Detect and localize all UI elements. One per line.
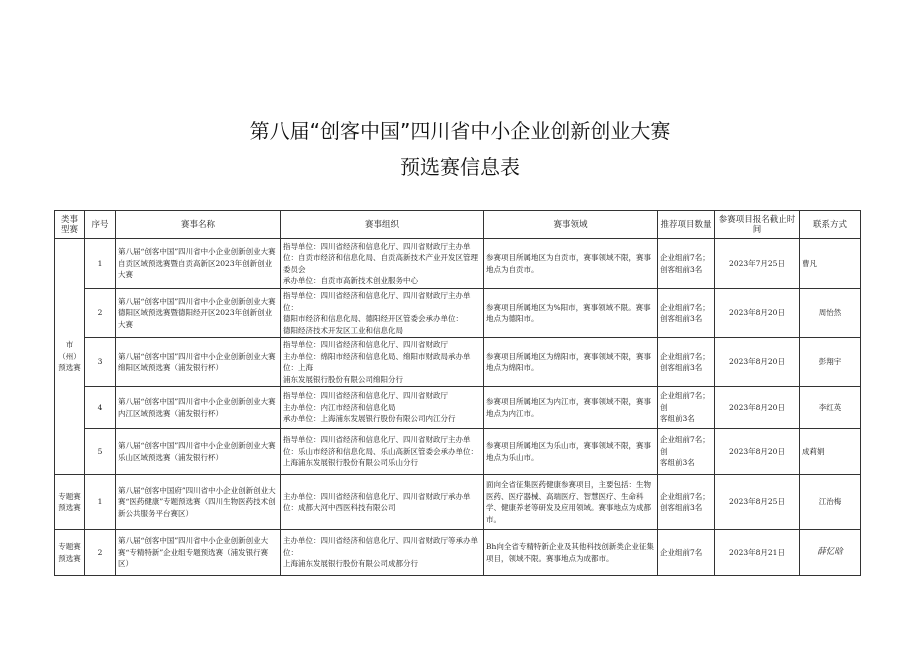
row-recommend bbox=[658, 239, 715, 289]
org-line: 上海浦东发展银行股份有限公司成都分行 bbox=[283, 559, 418, 569]
document-subtitle: 预选赛信息表 bbox=[400, 155, 520, 179]
org-line: 承办单位：自贡市高新技术创业服务中心 bbox=[283, 276, 418, 285]
row-contact: 曹凡 bbox=[800, 239, 861, 289]
org-line: 位：乐山市经济和信息化局、乐山高新区管委会承办单位： bbox=[283, 446, 478, 456]
row-deadline: 2023年8月25日 bbox=[715, 475, 800, 530]
row-contact: 周怡然 bbox=[800, 289, 861, 338]
row-contact: 彭翔宇 bbox=[800, 338, 861, 387]
recommend-line: 创客组前3名 bbox=[660, 363, 703, 372]
row-recommend bbox=[658, 338, 715, 387]
table-row bbox=[55, 530, 861, 576]
row-no: 3 bbox=[85, 338, 116, 387]
org-line: 指导单位：四川省经济和信息化厅、四川省财政厅主办单位： bbox=[283, 291, 471, 312]
row-no: 5 bbox=[85, 429, 116, 475]
org-line: 德阳经济技术开发区工业和信息化局 bbox=[283, 325, 403, 335]
row-field: 参赛项目所属地区为内江市，赛事领域不限，赛事地点为内江市。 bbox=[484, 387, 658, 429]
row-contact: 李红英 bbox=[800, 387, 861, 429]
row-no: 1 bbox=[85, 239, 116, 289]
row-name: 第八届“创客中国”四川省中小企业创新创业大赛乐山区域预选赛（浦发银行杯） bbox=[116, 429, 281, 475]
row-field: 参赛项目所属地区为%阳市，赛事领域不限。赛事地点为德阳市。 bbox=[484, 289, 658, 338]
header-row bbox=[55, 211, 861, 239]
competition-info-table bbox=[54, 210, 861, 576]
row-no: 1 bbox=[85, 475, 116, 530]
row-org bbox=[281, 289, 484, 338]
org-line: 指导单位：四川省经济和信息化厅、四川省财政厅主办单 bbox=[283, 241, 471, 251]
row-field: 参赛项目所属地区为绵阳市，赛事领域不限，赛事地点为绵阳市。 bbox=[484, 338, 658, 387]
row-no: 4 bbox=[85, 387, 116, 429]
table-row bbox=[55, 429, 861, 475]
header-deadline: 参赛项目报名截止时间 bbox=[715, 211, 800, 239]
row-org bbox=[281, 338, 484, 387]
row-field: Bh向全省专精特新企业及其他科技创新类企业征集项目，领域不限。赛事地点为成都市。 bbox=[484, 530, 658, 576]
recommend-line: 创客组前3名 bbox=[660, 503, 703, 512]
org-line: 指导单位：四川省经济和信息化厅、四川省财政厅 bbox=[283, 340, 448, 349]
group-label-city: 市（州）预选赛 bbox=[55, 239, 85, 475]
row-deadline: 2023年8月20日 bbox=[715, 289, 800, 338]
group-label-special: 专题赛预选赛 bbox=[55, 530, 85, 576]
table-row bbox=[55, 475, 861, 530]
header-type: 类事型赛 bbox=[55, 211, 85, 239]
row-org bbox=[281, 530, 484, 576]
row-contact: 成莉娟 bbox=[800, 429, 861, 475]
row-field: 参赛项目所属地区为自贡市，赛事领域不限，赛事地点为自贡市。 bbox=[484, 239, 658, 289]
recommend-line: 客组前3名 bbox=[660, 414, 695, 424]
table-row bbox=[55, 239, 861, 289]
header-field: 赛事领域 bbox=[484, 211, 658, 239]
recommend-line: 企业组前7名；创 bbox=[660, 435, 710, 456]
table-row bbox=[55, 387, 861, 429]
org-line: 主办单位：内江市经济和信息化局 bbox=[283, 402, 396, 412]
row-recommend bbox=[658, 387, 715, 429]
recommend-line: 企业组前7名； bbox=[660, 302, 710, 312]
org-line: 承办单位：上海浦东发展银行股份有限公司内江分行 bbox=[283, 414, 456, 424]
table-row bbox=[55, 338, 861, 387]
org-line: 主办单位：绵阳市经济和信息化局、绵阳市财政局承办单位：上海 bbox=[283, 351, 471, 372]
org-line: 位：自贡市经济和信息化局、自贡高新技术产业开发区管理委员会 bbox=[283, 253, 478, 274]
header-no: 序号 bbox=[85, 211, 116, 239]
org-line: 指导单位：四川省经济和信息化厅、四川省财政厅 bbox=[283, 391, 448, 401]
row-no: 2 bbox=[85, 530, 116, 576]
row-contact: 江治梅 bbox=[800, 475, 861, 530]
row-contact-signature: 薛忆晗 bbox=[800, 530, 861, 576]
row-org bbox=[281, 387, 484, 429]
header-org: 赛事组织 bbox=[281, 211, 484, 239]
row-deadline: 2023年7月25日 bbox=[715, 239, 800, 289]
row-name: 第八届“创客中国”四川省中小企业创新创业大赛“专精特新”企业组专题预选赛（浦发银行赛区） bbox=[116, 530, 281, 576]
recommend-line: 客组前3名 bbox=[660, 458, 695, 468]
row-deadline: 2023年8月21日 bbox=[715, 530, 800, 576]
recommend-line: 企业组前7名； bbox=[660, 491, 710, 501]
recommend-line: 企业组前7名 bbox=[660, 547, 703, 557]
row-org bbox=[281, 239, 484, 289]
row-name: 第八届“创客中国”四川省中小企业创新创业大赛德阳区域预选赛暨德阳经开区2023年创新创业大赛 bbox=[116, 289, 281, 338]
org-line: 上海浦东发展银行股份有限公司乐山分行 bbox=[283, 458, 418, 468]
document-title: 第八届“创客中国”四川省中小企业创新创业大赛 bbox=[249, 119, 671, 143]
row-deadline: 2023年8月20日 bbox=[715, 429, 800, 475]
row-field: 面向全省征集医药健康参赛项目，主要包括：生物医药、医疗器械、高端医疗、智慧医疗、生命科学、健康养老等研发及应用领域。赛事地点为成都市。 bbox=[484, 475, 658, 530]
org-line: 主办单位：四川省经济和信息化厅、四川省财政厅等承办单 bbox=[283, 536, 478, 546]
recommend-line: 创客组前3名 bbox=[660, 314, 703, 323]
org-line: 德阳市经济和信息化局、德阳经开区管委会承办单位： bbox=[283, 314, 463, 323]
table-row bbox=[55, 289, 861, 338]
row-recommend bbox=[658, 475, 715, 530]
row-name: 第八届“创客中国府”四川省中小企业创新创业大赛“医药健康”专题预选赛（四川生物医药技术创新公共服务平台赛区） bbox=[116, 475, 281, 530]
org-line: 位：成都大河中西医科技有限公司 bbox=[283, 503, 396, 512]
recommend-line: 企业组前7名； bbox=[660, 253, 710, 262]
org-line: 位： bbox=[283, 547, 298, 557]
row-no: 2 bbox=[85, 289, 116, 338]
row-org bbox=[281, 429, 484, 475]
header-contact: 联系方式 bbox=[800, 211, 861, 239]
row-recommend bbox=[658, 289, 715, 338]
org-line: 浦东发展银行股份有限公司绵阳分行 bbox=[283, 374, 403, 384]
org-line: 指导单位：四川省经济和信息化厅、四川省财政厅主办单 bbox=[283, 435, 471, 445]
row-org bbox=[281, 475, 484, 530]
row-deadline: 2023年8月20日 bbox=[715, 338, 800, 387]
row-recommend bbox=[658, 429, 715, 475]
row-name: 第八届“创客中国”四川省中小企业创新创业大赛内江区域预选赛（浦发银行杯） bbox=[116, 387, 281, 429]
org-line: 主办单位：四川省经济和信息化厅、四川省财政厅承办单 bbox=[283, 491, 471, 501]
row-name: 第八届“创客中国”四川省中小企业创新创业大赛绵阳区域预选赛（浦发银行杯） bbox=[116, 338, 281, 387]
recommend-line: 企业组前7名；创 bbox=[660, 391, 710, 412]
group-label-special: 专题赛预选赛 bbox=[55, 475, 85, 530]
row-name: 第八届“创客中国”四川省中小企业创新创业大赛自贡区域预选赛暨自贡高新区2023年创新创业大赛 bbox=[116, 239, 281, 289]
row-deadline: 2023年8月20日 bbox=[715, 387, 800, 429]
row-recommend bbox=[658, 530, 715, 576]
header-name: 赛事名称 bbox=[116, 211, 281, 239]
row-field: 参赛项目所属地区为乐山市，赛事领域不限，赛事地点为乐山市。 bbox=[484, 429, 658, 475]
recommend-line: 企业组前7名； bbox=[660, 351, 710, 361]
header-recommend: 推荐项目数量 bbox=[658, 211, 715, 239]
recommend-line: 创客组前3名 bbox=[660, 264, 703, 274]
